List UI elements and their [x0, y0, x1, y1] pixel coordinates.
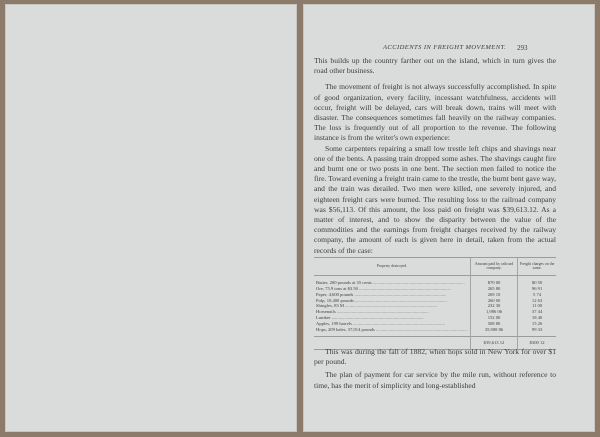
running-head-title: ACCIDENTS IN FREIGHT MOVEMENT.	[383, 44, 507, 51]
body-text-top	[314, 56, 556, 256]
table-row: Hops, 209 bales, 37,014 pounds ................................................................................ 35,908 86 99 33	[314, 327, 556, 336]
paragraph-1: This builds up the country farther out on the island, which in turn gives the road other business.	[314, 56, 556, 76]
header-amount-paid: Amount paid by railroad company.	[470, 258, 517, 276]
left-page-blank	[5, 4, 297, 432]
total-freight: $300 12	[518, 336, 556, 349]
header-freight-charges: Freight charges on the same.	[518, 258, 556, 276]
total-paid: $39,613 12	[470, 336, 517, 349]
closing-paragraph-1: This was during the fall of 1882, when hops sold in New York for over $1 per pound.	[314, 347, 556, 367]
table-row: Ore, 75.9 tons at $3.50 ................................................................................ 265 80 96 91	[314, 286, 556, 292]
table-row: Apples, 199 barrels ................................................................................ 508 80 15 26	[314, 321, 556, 327]
loss-table	[314, 257, 556, 350]
table-row: Butter, 200 pounds at 35 cents ................................................................................ $70 00 $0 50	[314, 275, 556, 285]
page-number: 293	[517, 44, 528, 52]
paragraph-2: The movement of freight is not always successfully accomplished. In spite of good organization, every facility, incessant watchfulness, accidents will occur, freight will be delayed, cars will break down, trains will meet with disaster. The consequences sometimes fall heavily on the railway companies. The loss is frequently out of all proportion to the revenue. The following instance is from the writer's own experience:	[314, 82, 556, 143]
table-row: Paper, 4,600 pounds ................................................................................ 269 10 5 74	[314, 292, 556, 298]
body-text-bottom	[314, 347, 556, 391]
header-property: Property destroyed.	[314, 258, 470, 276]
table-row: Horsenails ................................................................................ 1,986 06 37 44	[314, 309, 556, 315]
paragraph-3: Some carpenters repairing a small low trestle left chips and shavings near one of the bents. A passing train dropped some ashes. The shavings caught fire and burnt one or two posts in one bent. The section men failed to notice the fire. Toward evening a freight train came to the trestle, the burnt bent gave way, and the train was derailed. Two men were killed, one severely injured, and eighteen freight cars were burned. The resulting loss to the railroad company was $56,113. Of this amount, the loss paid on freight was $39,613.12. As a matter of interest, and to show the disparity between the value of the commodities and the earnings from freight charges received by the railway company, the amount of each is given here in detail, taken from the actual records of the case:	[314, 143, 556, 255]
table-row: Pulp, 10,400 pounds ................................................................................ 260 00 12 63	[314, 298, 556, 304]
table-row: Lumber ................................................................................ 152 00 18 40	[314, 315, 556, 321]
closing-paragraph-2: The plan of payment for car service by the mile run, without reference to time, has the merit of simplicity and long-established	[314, 370, 556, 390]
table-row: Shingles, 83 M ................................................................................ 232 30 11 00	[314, 303, 556, 309]
right-page	[303, 4, 595, 432]
